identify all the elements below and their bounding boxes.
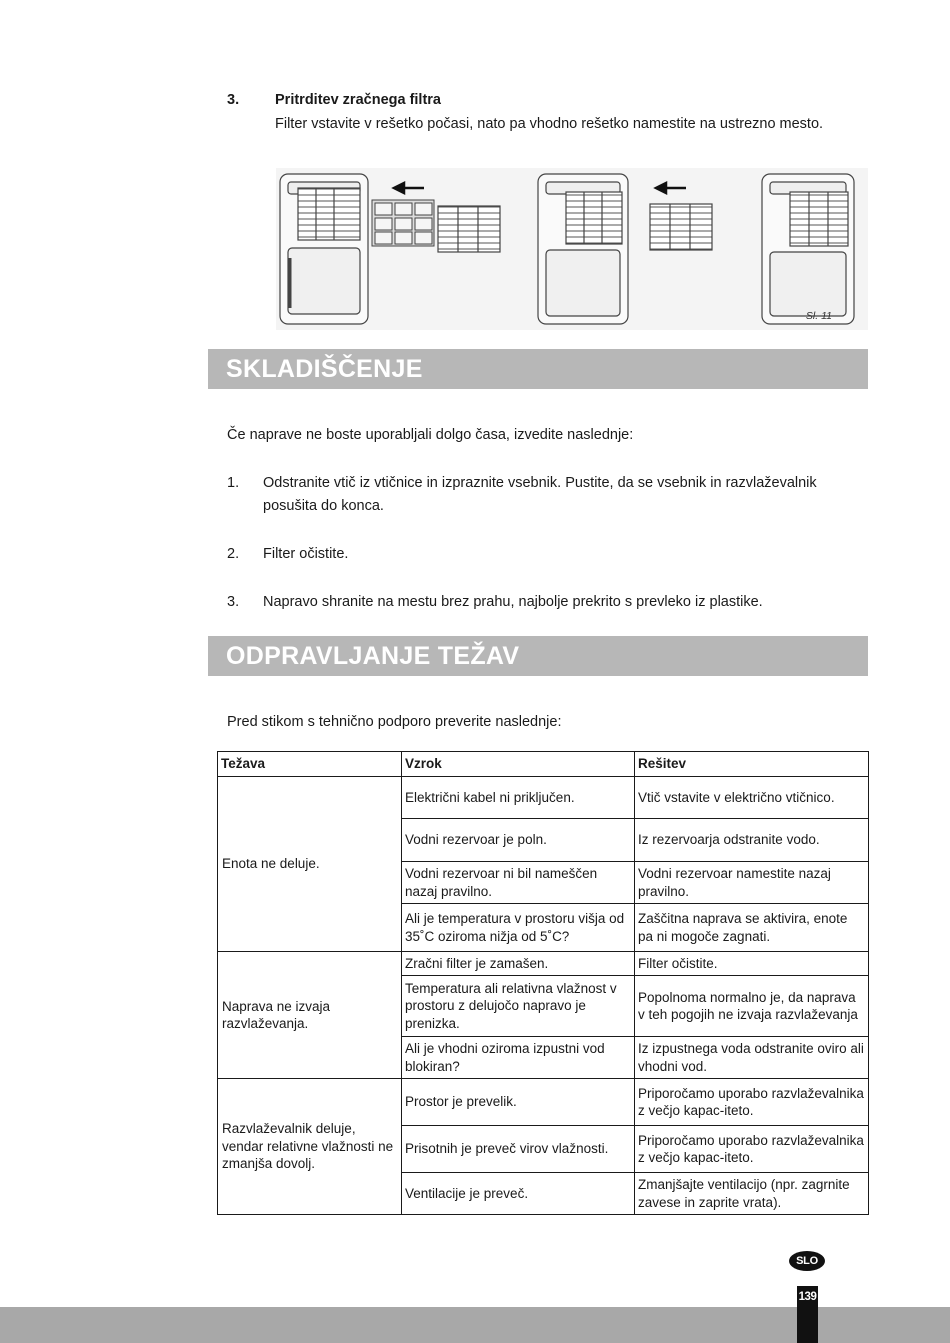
arrow-left-icon xyxy=(394,183,424,193)
table-row xyxy=(218,952,869,976)
solution-cell: Iz rezervoarja odstranite vodo. xyxy=(635,819,869,862)
figure-caption: Sl. 11 xyxy=(805,310,832,322)
troubleshooting-table xyxy=(217,751,869,1215)
cause-cell: Prisotnih je preveč virov vlažnosti. xyxy=(402,1126,635,1173)
solution-cell: Vodni rezervoar namestite nazaj pravilno. xyxy=(635,862,869,904)
solution-cell: Priporočamo uporabo razvlaževalnika z večjo kapac-iteto. xyxy=(635,1126,869,1173)
solution-cell: Popolnoma normalno je, da naprava v teh pogojih ne izvaja razvlaževanja xyxy=(635,976,869,1037)
filter-installation-figure xyxy=(276,168,868,330)
solution-cell: Filter očistite. xyxy=(635,952,869,976)
table-header-row xyxy=(218,752,869,777)
column-header-solution: Rešitev xyxy=(635,752,869,777)
table-row xyxy=(218,777,869,819)
step-body: Filter vstavite v rešetko počasi, nato pa vhodno rešetko namestite na ustrezno mesto. xyxy=(275,116,824,132)
list-item-text: Filter očistite. xyxy=(263,546,349,562)
troubleshooting-intro: Pred stikom s tehnično podporo preverite naslednje: xyxy=(227,714,562,730)
column-header-cause: Vzrok xyxy=(402,752,635,777)
problem-cell: Razvlaževalnik deluje, vendar relativne vlažnosti ne zmanjša dovolj. xyxy=(218,1079,402,1215)
section-heading-storage: SKLADIŠČENJE xyxy=(208,349,868,389)
dehumidifier-unit-3 xyxy=(762,174,854,324)
cause-cell: Vodni rezervoar je poln. xyxy=(402,819,635,862)
solution-cell: Zaščitna naprava se aktivira, enote pa ni mogoče zagnati. xyxy=(635,904,869,952)
cause-cell: Vodni rezervoar ni bil nameščen nazaj pravilno. xyxy=(402,862,635,904)
inlet-grille xyxy=(438,206,500,252)
cause-cell: Prostor je prevelik. xyxy=(402,1079,635,1126)
list-item-number: 2. xyxy=(227,546,240,562)
storage-intro: Če naprave ne boste uporabljali dolgo časa, izvedite naslednje: xyxy=(227,427,634,443)
problem-cell: Naprava ne izvaja razvlaževanja. xyxy=(218,952,402,1079)
inlet-grille xyxy=(650,204,712,250)
cause-cell: Zračni filter je zamašen. xyxy=(402,952,635,976)
cause-cell: Ventilacije je preveč. xyxy=(402,1173,635,1215)
cause-cell: Električni kabel ni priključen. xyxy=(402,777,635,819)
list-item-text: Napravo shranite na mestu brez prahu, najbolje prekrito s prevleko iz plastike. xyxy=(263,594,763,610)
air-filter xyxy=(372,200,434,246)
arrow-left-icon xyxy=(656,183,686,193)
language-badge: SLO xyxy=(789,1251,825,1271)
solution-cell: Priporočamo uporabo razvlaževalnika z večjo kapac-iteto. xyxy=(635,1079,869,1126)
cause-cell: Ali je temperatura v prostoru višja od 35˚C oziroma nižja od 5˚C? xyxy=(402,904,635,952)
table-row xyxy=(218,1079,869,1126)
list-item-number: 1. xyxy=(227,475,240,491)
problem-cell: Enota ne deluje. xyxy=(218,777,402,952)
section-heading-troubleshooting: ODPRAVLJANJE TEŽAV xyxy=(208,636,868,676)
list-item-number: 3. xyxy=(227,594,240,610)
cause-cell: Ali je vhodni oziroma izpustni vod blokiran? xyxy=(402,1037,635,1079)
dehumidifier-unit-1 xyxy=(280,174,368,324)
cause-cell: Temperatura ali relativna vlažnost v prostoru z delujočo napravo je prenizka. xyxy=(402,976,635,1037)
solution-cell: Vtič vstavite v električno vtičnico. xyxy=(635,777,869,819)
dehumidifier-unit-2 xyxy=(538,174,628,324)
page-number: 139 xyxy=(798,1291,817,1303)
solution-cell: Zmanjšajte ventilacijo (npr. zagrnite zavese in zaprite vrata). xyxy=(635,1173,869,1215)
column-header-problem: Težava xyxy=(218,752,402,777)
solution-cell: Iz izpustnega voda odstranite oviro ali vhodni vod. xyxy=(635,1037,869,1079)
list-item-text: Odstranite vtič iz vtičnice in izpraznite vsebnik. Pustite, da se vsebnik in razvlaževalnik posušita do konca. xyxy=(263,475,817,514)
step-number: 3. xyxy=(227,92,240,108)
step-title: Pritrditev zračnega filtra xyxy=(275,92,441,108)
